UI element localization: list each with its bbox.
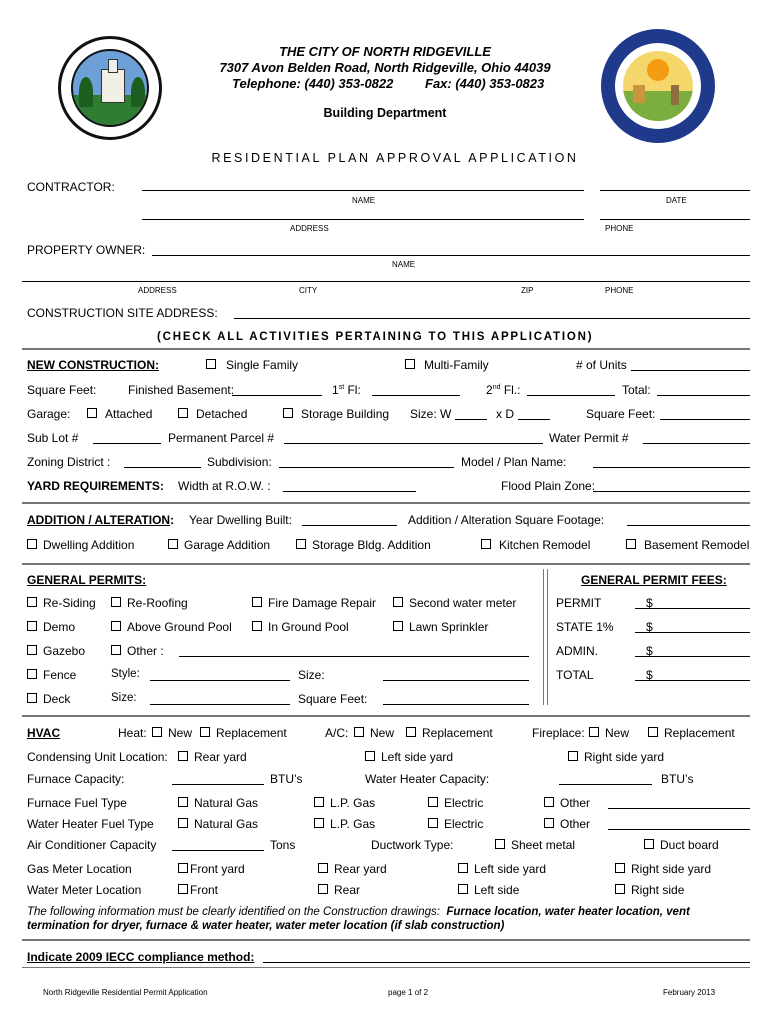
fire-damage-checkbox[interactable] <box>252 597 262 607</box>
general-fees-heading: GENERAL PERMIT FEES: <box>581 573 727 587</box>
water-left-label: Left side <box>474 883 520 897</box>
width-row-field[interactable] <box>283 491 416 492</box>
duct-board-label: Duct board <box>660 838 719 852</box>
iecc-field[interactable] <box>263 962 750 963</box>
gas-rear-yard-checkbox[interactable] <box>318 863 328 873</box>
permit-dollar-sign: $ <box>646 596 653 610</box>
addition-heading: ADDITION / ALTERATION: <box>27 513 175 527</box>
garage-square-feet-label: Square Feet: <box>586 407 656 421</box>
ductwork-label: Ductwork Type: <box>371 838 454 852</box>
header-address: 7307 Avon Belden Road, North Ridgeville, Ohio 44039 <box>219 60 551 75</box>
owner-name-caption: NAME <box>392 260 416 269</box>
deck-label: Deck <box>43 692 71 706</box>
garage-label: Garage: <box>27 407 71 421</box>
condensing-rear-yard-label: Rear yard <box>194 750 247 764</box>
fireplace-new-label: New <box>605 726 630 740</box>
sheet-metal-checkbox[interactable] <box>495 839 505 849</box>
permit-fee-field[interactable] <box>635 608 750 609</box>
above-ground-pool-label: Above Ground Pool <box>127 620 232 634</box>
general-permits-heading: GENERAL PERMITS: <box>27 573 147 587</box>
reroofing-label: Re-Roofing <box>127 596 188 610</box>
header-city-name: THE CITY OF NORTH RIDGEVILLE <box>279 44 491 59</box>
model-label: Model / Plan Name: <box>461 455 567 469</box>
contractor-address-field[interactable] <box>142 219 584 220</box>
condensing-rear-yard-checkbox[interactable] <box>178 751 188 761</box>
ac-new-checkbox[interactable] <box>354 727 364 737</box>
owner-address-field[interactable] <box>22 281 750 282</box>
storage-addition-checkbox[interactable] <box>296 539 306 549</box>
ac-label: A/C: <box>325 726 349 740</box>
new-construction-heading: NEW CONSTRUCTION: <box>27 358 159 372</box>
heat-new-label: New <box>168 726 193 740</box>
subdivision-label: Subdivision: <box>207 455 272 469</box>
furnace-lp-gas-checkbox[interactable] <box>314 797 324 807</box>
in-ground-pool-checkbox[interactable] <box>252 621 262 631</box>
subdivision-field[interactable] <box>279 467 454 468</box>
total-field[interactable] <box>657 395 750 396</box>
condensing-right-yard-label: Right side yard <box>584 750 665 764</box>
zoning-field[interactable] <box>124 467 201 468</box>
contractor-phone-caption: PHONE <box>605 224 634 233</box>
model-field[interactable] <box>593 467 750 468</box>
owner-zip-caption: ZIP <box>521 286 534 295</box>
state-fee-field[interactable] <box>635 632 750 633</box>
state-dollar-sign: $ <box>646 620 653 634</box>
flood-zone-field[interactable] <box>593 491 750 492</box>
iecc-heading: Indicate 2009 IECC compliance method: <box>27 950 255 964</box>
addition-sqft-field[interactable] <box>627 525 750 526</box>
sub-lot-field[interactable] <box>93 443 161 444</box>
contractor-name-field[interactable] <box>142 190 584 191</box>
flood-zone-label: Flood Plain Zone: <box>501 479 596 493</box>
contractor-date-field[interactable] <box>600 190 750 191</box>
furnace-capacity-field[interactable] <box>172 784 264 785</box>
fire-damage-label: Fire Damage Repair <box>268 596 377 610</box>
divider <box>22 348 750 350</box>
size-depth-field[interactable] <box>518 419 550 420</box>
furnace-other-checkbox[interactable] <box>544 797 554 807</box>
heat-new-checkbox[interactable] <box>152 727 162 737</box>
reroofing-checkbox[interactable] <box>111 597 121 607</box>
gas-left-yard-label: Left side yard <box>474 862 547 876</box>
single-family-checkbox[interactable] <box>206 359 216 369</box>
water-right-checkbox[interactable] <box>615 884 625 894</box>
divider <box>22 715 750 717</box>
kitchen-remodel-label: Kitchen Remodel <box>499 538 591 552</box>
note-line-1: The following information must be clearly identified on the Construction drawings: Furnace location, water heater location, vent <box>27 906 690 918</box>
storage-addition-label: Storage Bldg. Addition <box>312 538 431 552</box>
lawn-sprinkler-checkbox[interactable] <box>393 621 403 631</box>
deck-square-feet-field[interactable] <box>383 704 529 705</box>
gas-front-yard-checkbox[interactable] <box>178 863 188 873</box>
owner-city-caption: CITY <box>299 286 318 295</box>
wh-natural-gas-checkbox[interactable] <box>178 818 188 828</box>
parcel-field[interactable] <box>284 443 543 444</box>
total-dollar-sign: $ <box>646 668 653 682</box>
yard-requirements-heading: YARD REQUIREMENTS: <box>27 479 164 493</box>
furnace-btu-label: BTU’s <box>270 772 303 786</box>
header-department: Building Department <box>323 106 447 120</box>
detached-label: Detached <box>196 407 248 421</box>
residing-label: Re-Siding <box>43 596 96 610</box>
gas-meter-label: Gas Meter Location <box>27 862 132 876</box>
owner-label: PROPERTY OWNER: <box>27 243 146 257</box>
wh-natural-gas-label: Natural Gas <box>194 817 259 831</box>
water-heater-btu-label: BTU’s <box>661 772 694 786</box>
furnace-other-field[interactable] <box>608 808 750 809</box>
sub-lot-label: Sub Lot # <box>27 431 79 445</box>
contractor-address-caption: ADDRESS <box>290 224 329 233</box>
divider <box>22 563 750 565</box>
deck-size-label: Size: <box>111 692 137 704</box>
contractor-name-caption: NAME <box>352 196 376 205</box>
furnace-capacity-label: Furnace Capacity: <box>27 772 125 786</box>
kitchen-remodel-checkbox[interactable] <box>481 539 491 549</box>
footer-form-name: North Ridgeville Residential Permit Application <box>43 988 208 997</box>
year-built-label: Year Dwelling Built: <box>189 513 292 527</box>
fence-label: Fence <box>43 668 77 682</box>
dwelling-addition-checkbox[interactable] <box>27 539 37 549</box>
deck-size-field[interactable] <box>150 704 290 705</box>
total-fee-label: TOTAL <box>556 668 594 682</box>
wh-other-field[interactable] <box>608 829 750 830</box>
water-permit-field[interactable] <box>643 443 750 444</box>
water-rear-label: Rear <box>334 883 361 897</box>
furnace-natural-gas-checkbox[interactable] <box>178 797 188 807</box>
gazebo-label: Gazebo <box>43 644 86 658</box>
square-feet-label: Square Feet: <box>27 383 97 397</box>
basement-remodel-label: Basement Remodel <box>644 538 750 552</box>
owner-phone-caption: PHONE <box>605 286 634 295</box>
garage-square-feet-field[interactable] <box>660 419 750 420</box>
finished-basement-label: Finished Basement: <box>128 383 235 397</box>
garage-addition-checkbox[interactable] <box>168 539 178 549</box>
storage-building-checkbox[interactable] <box>283 408 293 418</box>
parcel-label: Permanent Parcel # <box>168 431 275 445</box>
iecc-field-second-line[interactable] <box>22 967 750 968</box>
first-floor-field[interactable] <box>372 395 460 396</box>
storage-building-label: Storage Building <box>301 407 390 421</box>
note-line-2: termination for dryer, furnace & water heater, water meter location (if slab construction) <box>27 920 505 932</box>
water-right-label: Right side <box>631 883 685 897</box>
detached-checkbox[interactable] <box>178 408 188 418</box>
finished-basement-field[interactable] <box>232 395 322 396</box>
gas-front-yard-label: Front yard <box>190 862 245 876</box>
fireplace-replacement-checkbox[interactable] <box>648 727 658 737</box>
in-ground-pool-label: In Ground Pool <box>268 620 349 634</box>
water-meter-label: Water Meter Location <box>27 883 142 897</box>
deck-square-feet-label: Square Feet: <box>298 692 368 706</box>
addition-sqft-label: Addition / Alteration Square Footage: <box>408 513 605 527</box>
residing-checkbox[interactable] <box>27 597 37 607</box>
other-permit-label: Other : <box>127 644 164 658</box>
attached-checkbox[interactable] <box>87 408 97 418</box>
form-title: RESIDENTIAL PLAN APPROVAL APPLICATION <box>211 151 579 165</box>
tons-label: Tons <box>270 838 296 852</box>
condensing-left-yard-checkbox[interactable] <box>365 751 375 761</box>
heat-replacement-checkbox[interactable] <box>200 727 210 737</box>
wh-electric-checkbox[interactable] <box>428 818 438 828</box>
site-label: CONSTRUCTION SITE ADDRESS: <box>27 306 218 320</box>
admin-dollar-sign: $ <box>646 644 653 658</box>
wh-lp-gas-checkbox[interactable] <box>314 818 324 828</box>
condensing-unit-label: Condensing Unit Location: <box>27 750 168 764</box>
gas-right-yard-checkbox[interactable] <box>615 863 625 873</box>
single-family-label: Single Family <box>226 358 299 372</box>
water-heater-fuel-label: Water Heater Fuel Type <box>27 817 154 831</box>
permit-fee-label: PERMIT <box>556 596 602 610</box>
deck-checkbox[interactable] <box>27 693 37 703</box>
owner-name-field[interactable] <box>152 255 750 256</box>
heat-label: Heat: <box>118 726 147 740</box>
lawn-sprinkler-label: Lawn Sprinkler <box>409 620 489 634</box>
size-width-label: Size: W <box>410 407 452 421</box>
size-depth-label: x D <box>496 407 514 421</box>
multi-family-checkbox[interactable] <box>405 359 415 369</box>
footer-date: February 2013 <box>663 988 716 997</box>
width-row-label: Width at R.O.W. : <box>178 479 271 493</box>
gas-rear-yard-label: Rear yard <box>334 862 387 876</box>
total-label: Total: <box>622 383 651 397</box>
divider <box>22 502 750 504</box>
gas-right-yard-label: Right side yard <box>631 862 712 876</box>
contractor-phone-field[interactable] <box>600 219 750 220</box>
fence-size-field[interactable] <box>383 680 529 681</box>
dwelling-addition-label: Dwelling Addition <box>43 538 135 552</box>
fence-style-field[interactable] <box>150 680 290 681</box>
water-heater-capacity-label: Water Heater Capacity: <box>365 772 490 786</box>
ac-replacement-checkbox[interactable] <box>406 727 416 737</box>
demo-label: Demo <box>43 620 76 634</box>
furnace-natural-gas-label: Natural Gas <box>194 796 259 810</box>
contractor-label: CONTRACTOR: <box>27 180 115 194</box>
water-rear-checkbox[interactable] <box>318 884 328 894</box>
second-floor-field[interactable] <box>527 395 615 396</box>
second-water-meter-checkbox[interactable] <box>393 597 403 607</box>
fence-checkbox[interactable] <box>27 669 37 679</box>
multi-family-label: Multi-Family <box>424 358 489 372</box>
divider <box>22 939 750 941</box>
contractor-date-caption: DATE <box>666 196 687 205</box>
wh-electric-label: Electric <box>444 817 484 831</box>
furnace-electric-label: Electric <box>444 796 484 810</box>
duct-board-checkbox[interactable] <box>644 839 654 849</box>
second-floor-label: 2nd Fl.: <box>486 383 521 397</box>
condensing-right-yard-checkbox[interactable] <box>568 751 578 761</box>
demo-checkbox[interactable] <box>27 621 37 631</box>
admin-fee-label: ADMIN. <box>556 644 598 658</box>
units-label: # of Units <box>576 358 627 372</box>
furnace-lp-gas-label: L.P. Gas <box>330 796 376 810</box>
fireplace-new-checkbox[interactable] <box>589 727 599 737</box>
ac-capacity-field[interactable] <box>172 850 264 851</box>
ac-new-label: New <box>370 726 395 740</box>
total-fee-field[interactable] <box>635 680 750 681</box>
fence-size-label: Size: <box>298 668 325 682</box>
fence-style-label: Style: <box>111 668 140 680</box>
state-fee-label: STATE 1% <box>556 620 614 634</box>
zoning-label: Zoning District : <box>27 455 111 469</box>
gas-left-yard-checkbox[interactable] <box>458 863 468 873</box>
furnace-fuel-label: Furnace Fuel Type <box>27 796 127 810</box>
basement-remodel-checkbox[interactable] <box>626 539 636 549</box>
wh-other-checkbox[interactable] <box>544 818 554 828</box>
other-permit-field[interactable] <box>179 656 529 657</box>
fireplace-replacement-label: Replacement <box>664 726 735 740</box>
owner-address-caption: ADDRESS <box>138 286 177 295</box>
condensing-left-yard-label: Left side yard <box>381 750 454 764</box>
ac-replacement-label: Replacement <box>422 726 493 740</box>
year-built-field[interactable] <box>302 525 397 526</box>
second-water-meter-label: Second water meter <box>409 596 517 610</box>
gazebo-checkbox[interactable] <box>27 645 37 655</box>
water-front-checkbox[interactable] <box>178 884 188 894</box>
first-floor-label: 1st Fl: <box>332 383 361 397</box>
sheet-metal-label: Sheet metal <box>511 838 576 852</box>
ac-capacity-label: Air Conditioner Capacity <box>27 838 157 852</box>
water-heater-capacity-field[interactable] <box>559 784 652 785</box>
water-permit-label: Water Permit # <box>549 431 629 445</box>
hvac-heading: HVAC <box>27 726 61 740</box>
fireplace-label: Fireplace: <box>532 726 585 740</box>
wh-lp-gas-label: L.P. Gas <box>330 817 376 831</box>
fees-column-divider <box>543 569 548 705</box>
footer-page-number: page 1 of 2 <box>388 988 429 997</box>
furnace-other-label: Other <box>560 796 591 810</box>
size-width-field[interactable] <box>455 419 487 420</box>
admin-fee-field[interactable] <box>635 656 750 657</box>
above-ground-pool-checkbox[interactable] <box>111 621 121 631</box>
units-field[interactable] <box>631 370 750 371</box>
other-permit-checkbox[interactable] <box>111 645 121 655</box>
heat-replacement-label: Replacement <box>216 726 287 740</box>
wh-other-label: Other <box>560 817 591 831</box>
check-all-instruction: (CHECK ALL ACTIVITIES PERTAINING TO THIS APPLICATION) <box>157 331 594 343</box>
header-fax: Fax: (440) 353-0823 <box>425 76 545 91</box>
attached-label: Attached <box>105 407 153 421</box>
water-left-checkbox[interactable] <box>458 884 468 894</box>
header-telephone: Telephone: (440) 353-0822 <box>232 76 394 91</box>
water-front-label: Front <box>190 883 219 897</box>
site-address-field[interactable] <box>234 318 750 319</box>
furnace-electric-checkbox[interactable] <box>428 797 438 807</box>
garage-addition-label: Garage Addition <box>184 538 271 552</box>
